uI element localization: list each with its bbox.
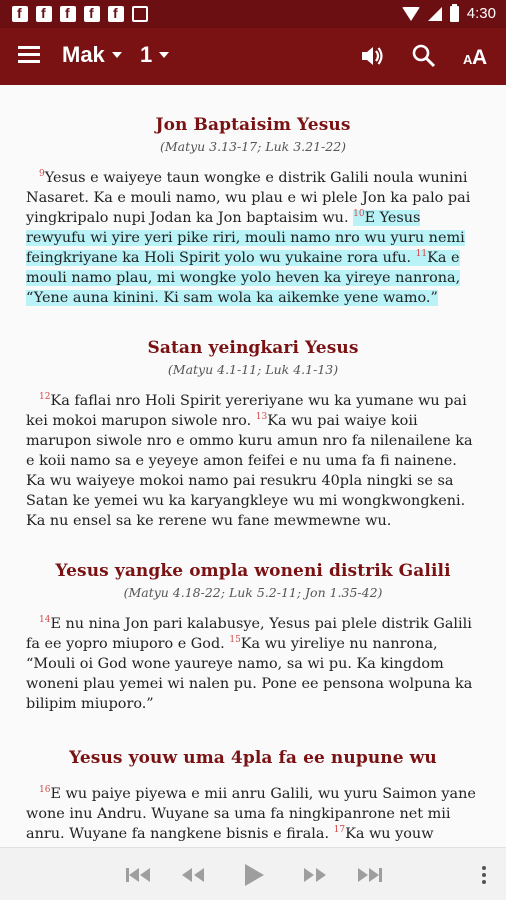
section-heading: Jon Baptaisim Yesus	[155, 115, 351, 135]
paragraph	[0, 614, 506, 714]
verse-number[interactable]: 9	[39, 169, 45, 180]
verse-text[interactable]: Yesus e waiyeye taun wongke e distrik Galili noula wunini Nasaret. Ka e mouli namo, wu plau e wi plele Jon ka palo pai yingkripalo nupi Jodan ka Jon baptaisim wu.	[26, 170, 471, 226]
speaker-icon[interactable]	[358, 42, 386, 70]
verse-number[interactable]: 10	[353, 209, 365, 220]
facebook-notification-icon	[60, 6, 76, 22]
verse-text[interactable]: Ka wu youw	[345, 826, 434, 842]
fast-forward-icon[interactable]	[302, 865, 328, 885]
verse-text[interactable]: E nu nina Jon pari kalabusye, Yesus pai plele distrik Galili fa ee yopro miuporo e God.	[26, 616, 472, 652]
audio-player-bar	[0, 847, 506, 900]
verse-text[interactable]: Ka wu pai waiye koii marupon siwole nro e ommo kuru amun nro fa nilenailene ka e koii namo sa e yeyeye amon feifei e nu uma fa fi nainene. Ka wu waiyeye mokoi namo pai resukru 40pla ningki se sa Satan ke yemei wu ka karyangkleye wu mi wongkwongkeni. Ka nu ensel sa ke rerene wu fane mewmewne wu.	[26, 413, 473, 529]
chevron-down-icon	[112, 52, 122, 58]
verse-number[interactable]: 11	[415, 249, 428, 260]
section-cross-reference[interactable]: (Matyu 4.1-11; Luk 4.1-13)	[167, 362, 339, 377]
paragraph	[0, 168, 506, 308]
status-bar	[0, 0, 506, 28]
clock: 4:30	[466, 5, 496, 22]
chapter-number: 1	[140, 42, 153, 67]
chevron-down-icon	[159, 52, 169, 58]
notification-icons	[12, 6, 148, 22]
verse-text[interactable]: Ka faflai nro Holi Spirit yereriyane wu ka yumane wu pai kei mokoi marupon siwole nro.	[26, 393, 467, 429]
facebook-notification-icon	[36, 6, 52, 22]
verse-number[interactable]: 13	[255, 412, 268, 423]
verse-text[interactable]: Ka wu yireliye nu nanrona, “Mouli oi God wone yaureye namo, sa wi pu. Ka kingdom woneni plau yemei wi nalen pu. Pone ee pensona wolpuna ka bilipim miuporo.”	[26, 636, 473, 712]
wifi-icon	[402, 7, 420, 21]
play-icon[interactable]	[242, 862, 266, 888]
menu-icon[interactable]	[18, 46, 40, 64]
text-size-icon[interactable]	[463, 42, 491, 70]
svg-text:A: A	[463, 52, 473, 67]
chapter-content[interactable]	[0, 85, 506, 847]
verse-number[interactable]: 14	[39, 615, 51, 626]
book-selector[interactable]	[62, 42, 122, 68]
book-name: Mak	[62, 42, 105, 67]
verse-number[interactable]: 15	[229, 635, 241, 646]
paragraph	[0, 391, 506, 531]
verse-number[interactable]: 17	[333, 825, 346, 836]
verse-text[interactable]: E Yesus rewyufu wi yire yeri pike riri, mouli namo nro wu yuru nemi feingkriyane ka Holi Spirit yolo wu yukaine rora ufu.	[26, 210, 465, 266]
image-notification-icon	[132, 6, 148, 22]
chapter-selector[interactable]	[140, 42, 169, 68]
battery-icon	[450, 6, 459, 22]
section-heading: Yesus yangke ompla woneni distrik Galili	[55, 561, 451, 581]
facebook-notification-icon	[84, 6, 100, 22]
section-cross-reference[interactable]: (Matyu 3.13-17; Luk 3.21-22)	[159, 139, 347, 154]
system-status	[402, 5, 496, 22]
facebook-notification-icon	[108, 6, 124, 22]
verse-number[interactable]: 16	[39, 785, 51, 796]
search-icon[interactable]	[410, 42, 438, 70]
section-cross-reference[interactable]: (Matyu 4.18-22; Luk 5.2-11; Jon 1.35-42)	[123, 585, 383, 600]
rewind-icon[interactable]	[180, 865, 206, 885]
more-options-icon[interactable]	[482, 866, 488, 886]
verse-text[interactable]: Ka e mouli namo plau, mi wongke yolo heven ka yireye nanrona, “Yene auna kinini. Ki sam wola ka aikemke yene wamo.”	[26, 250, 461, 306]
skip-previous-icon[interactable]	[124, 865, 152, 885]
cell-signal-icon	[428, 7, 442, 21]
section-heading: Yesus youw uma 4pla fa ee nupune wu	[69, 748, 437, 768]
app-bar	[0, 28, 506, 85]
verse-number[interactable]: 12	[39, 392, 51, 403]
verse-text[interactable]: E wu paiye piyewa e mii anru Galili, wu yuru Saimon yane wone inu Andru. Wuyane sa uma fa ningkipanrone net mii anru. Wuyane fa nangkene bisnis e firala.	[26, 786, 476, 842]
svg-text:A: A	[472, 46, 488, 69]
skip-next-icon[interactable]	[356, 865, 384, 885]
facebook-notification-icon	[12, 6, 28, 22]
section-heading: Satan yeingkari Yesus	[147, 338, 359, 358]
